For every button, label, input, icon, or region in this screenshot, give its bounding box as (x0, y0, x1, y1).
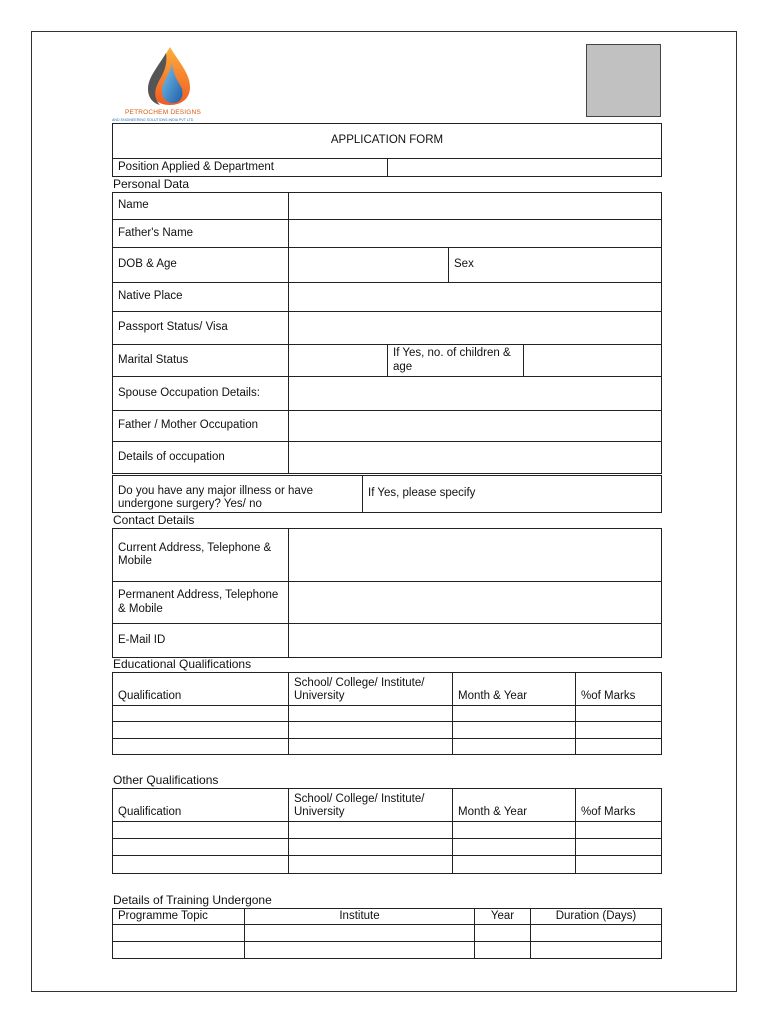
table-cell[interactable] (576, 706, 662, 722)
table-cell[interactable] (453, 739, 576, 755)
header-table (112, 123, 662, 159)
father-name-field[interactable] (289, 220, 662, 248)
other-header-marks: %of Marks (576, 789, 662, 822)
table-cell[interactable] (113, 722, 289, 739)
parents-occupation-field[interactable] (289, 411, 662, 442)
table-cell[interactable] (453, 822, 576, 839)
table-cell[interactable] (113, 856, 289, 874)
table-cell[interactable] (289, 739, 453, 755)
email-label: E-Mail ID (113, 624, 289, 658)
children-field[interactable] (524, 345, 662, 377)
other-qualifications-table (112, 788, 662, 874)
table-cell[interactable] (289, 839, 453, 856)
table-cell[interactable] (113, 839, 289, 856)
table-cell[interactable] (113, 925, 245, 942)
edu-header-qualification: Qualification (113, 673, 289, 706)
illness-table (112, 475, 662, 513)
name-field[interactable] (289, 193, 662, 220)
occupation-details-field[interactable] (289, 442, 662, 474)
marital-status-field[interactable] (289, 345, 388, 377)
edu-header-marks: %of Marks (576, 673, 662, 706)
table-cell[interactable] (245, 925, 475, 942)
form-title: APPLICATION FORM (113, 124, 662, 159)
logo-company-name: PETROCHEM DESIGNS (125, 109, 201, 116)
other-header-qualification: Qualification (113, 789, 289, 822)
training-header-institute: Institute (245, 909, 475, 925)
section-educational-qualifications: Educational Qualifications (113, 657, 252, 671)
table-cell[interactable] (531, 925, 662, 942)
native-place-field[interactable] (289, 283, 662, 312)
table-cell[interactable] (289, 822, 453, 839)
illness-specify-field[interactable]: If Yes, please specify (363, 476, 662, 513)
children-label: If Yes, no. of children & age (388, 345, 524, 377)
other-header-month-year: Month & Year (453, 789, 576, 822)
table-cell[interactable] (113, 942, 245, 959)
table-cell[interactable] (113, 822, 289, 839)
table-cell[interactable] (475, 925, 531, 942)
table-cell[interactable] (531, 942, 662, 959)
marital-status-label: Marital Status (113, 345, 289, 377)
passport-label: Passport Status/ Visa (113, 312, 289, 345)
table-cell[interactable] (453, 839, 576, 856)
table-cell[interactable] (576, 839, 662, 856)
training-table (112, 908, 662, 959)
position-label: Position Applied & Department (113, 159, 388, 177)
current-address-label: Current Address, Telephone & Mobile (113, 529, 289, 582)
table-cell[interactable] (475, 942, 531, 959)
other-header-institute: School/ College/ Institute/ University (289, 789, 453, 822)
education-table (112, 672, 662, 755)
illness-question: Do you have any major illness or have undergone surgery? Yes/ no (113, 476, 363, 513)
native-place-label: Native Place (113, 283, 289, 312)
table-cell[interactable] (245, 942, 475, 959)
name-label: Name (113, 193, 289, 220)
permanent-address-label: Permanent Address, Telephone & Mobile (113, 582, 289, 624)
training-header-year: Year (475, 909, 531, 925)
logo-company-subtitle: AND ENGINEERING SOLUTIONS INDIA PVT LTD (112, 118, 194, 122)
training-header-duration: Duration (Days) (531, 909, 662, 925)
table-cell[interactable] (289, 856, 453, 874)
table-cell[interactable] (113, 739, 289, 755)
current-address-field[interactable] (289, 529, 662, 582)
dob-age-field[interactable] (289, 248, 449, 283)
passport-field[interactable] (289, 312, 662, 345)
edu-header-month-year: Month & Year (453, 673, 576, 706)
position-field[interactable] (388, 159, 662, 177)
table-cell[interactable] (576, 722, 662, 739)
table-cell[interactable] (113, 706, 289, 722)
email-field[interactable] (289, 624, 662, 658)
edu-header-institute: School/ College/ Institute/ University (289, 673, 453, 706)
flame-drop-icon (140, 45, 200, 107)
table-cell[interactable] (289, 722, 453, 739)
photo-placeholder[interactable] (586, 44, 661, 117)
table-cell[interactable] (453, 722, 576, 739)
contact-table (112, 528, 662, 658)
spouse-occupation-field[interactable] (289, 377, 662, 411)
table-cell[interactable] (453, 706, 576, 722)
permanent-address-field[interactable] (289, 582, 662, 624)
sex-field[interactable]: Sex (449, 248, 662, 283)
dob-age-label: DOB & Age (113, 248, 289, 283)
father-name-label: Father's Name (113, 220, 289, 248)
occupation-details-label: Details of occupation (113, 442, 289, 474)
table-cell[interactable] (576, 822, 662, 839)
personal-data-table (112, 192, 662, 474)
training-header-topic: Programme Topic (113, 909, 245, 925)
table-cell[interactable] (576, 739, 662, 755)
table-cell[interactable] (289, 706, 453, 722)
table-cell[interactable] (453, 856, 576, 874)
section-other-qualifications: Other Qualifications (113, 773, 219, 787)
spouse-occupation-label: Spouse Occupation Details: (113, 377, 289, 411)
position-table (112, 158, 662, 177)
parents-occupation-label: Father / Mother Occupation (113, 411, 289, 442)
table-cell[interactable] (576, 856, 662, 874)
company-logo (112, 45, 232, 125)
section-contact-details: Contact Details (113, 513, 195, 527)
section-personal-data: Personal Data (113, 177, 190, 191)
section-training: Details of Training Undergone (113, 893, 272, 907)
